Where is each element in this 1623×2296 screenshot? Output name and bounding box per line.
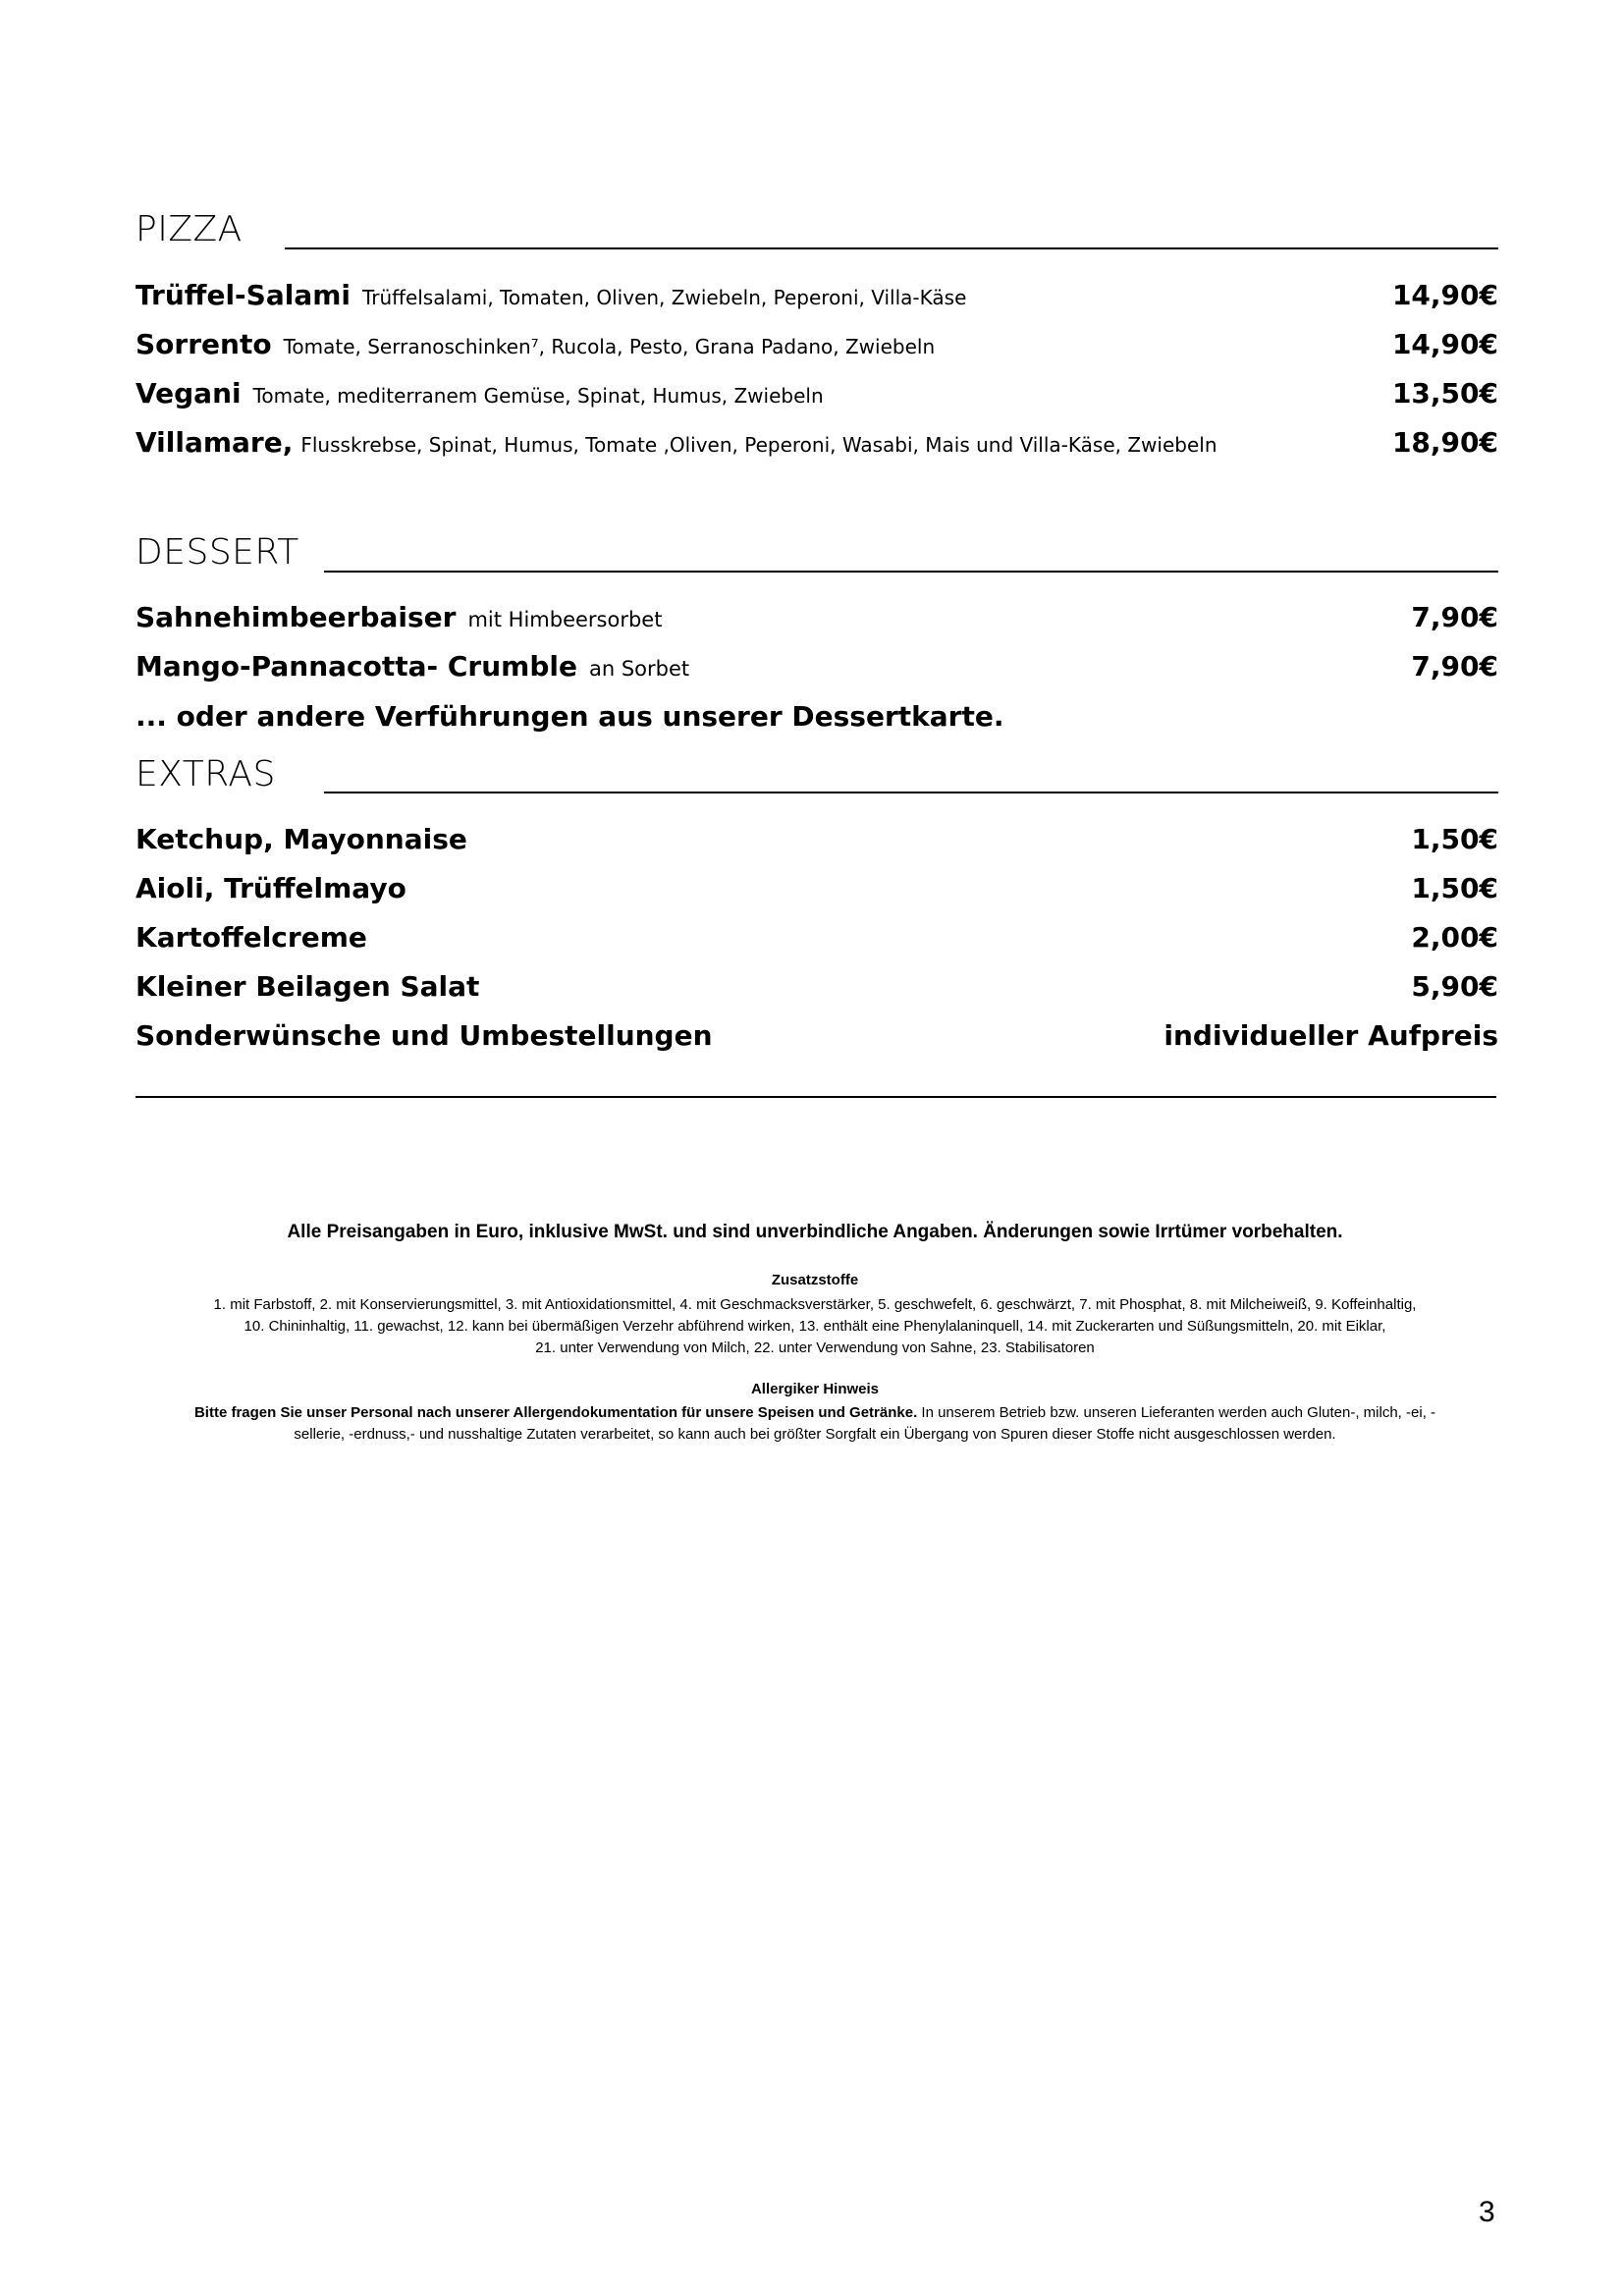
dessert-section-rule <box>324 571 1498 573</box>
allergy-title: Allergiker Hinweis <box>750 1381 880 1397</box>
closing-rule <box>135 1096 1496 1098</box>
extra-item-kartoffelcreme <box>135 921 1498 954</box>
menu-item-mango-pannacotta <box>135 650 1498 683</box>
item-price: 7,90€ <box>1411 601 1498 633</box>
pizza-section-title: PIZZA <box>135 209 243 249</box>
item-price: 7,90€ <box>1411 650 1498 683</box>
item-price: 14,90€ <box>1391 279 1498 311</box>
extras-section-title: EXTRAS <box>135 754 276 794</box>
item-description: Flusskrebse, Spinat, Humus, Tomate ,Oliven, Peperoni, Wasabi, Mais und Villa-Käse, Zwiebeln <box>300 433 1217 457</box>
item-name: Ketchup, Mayonnaise <box>135 823 467 855</box>
item-price: 18,90€ <box>1391 426 1498 459</box>
extra-item-sonderwuensche <box>135 1019 1498 1052</box>
item-name: Aioli, Trüffelmayo <box>135 872 406 904</box>
allergy-text: In unserem Betrieb bzw. unseren Lieferanten werden auch Gluten-, milch, -ei, - <box>917 1404 1436 1421</box>
extra-item-aioli <box>135 872 1498 904</box>
allergy-notice <box>118 1402 1512 1446</box>
item-price: 14,90€ <box>1391 328 1498 360</box>
price-disclaimer: Alle Preisangaben in Euro, inklusive MwSt. und sind unverbindliche Angaben. Änderungen sowie Irrtümer vorbehalten. <box>287 1222 1343 1242</box>
additives-title: Zusatzstoffe <box>771 1272 859 1288</box>
item-description: an Sorbet <box>588 657 690 681</box>
item-name: Villamare, <box>135 426 294 459</box>
item-description: Tomate, mediterranem Gemüse, Spinat, Humus, Zwiebeln <box>252 384 824 408</box>
additives-line: 21. unter Verwendung von Milch, 22. unter Verwendung von Sahne, 23. Stabilisatoren <box>535 1339 1095 1356</box>
item-price: 1,50€ <box>1411 823 1498 855</box>
item-price: individueller Aufpreis <box>1163 1019 1498 1052</box>
pizza-section-header <box>135 209 243 249</box>
allergy-bold-text: Bitte fragen Sie unser Personal nach unserer Allergendokumentation für unsere Speisen und Getränke. <box>193 1404 918 1421</box>
additives-list <box>118 1294 1512 1359</box>
item-price: 5,90€ <box>1411 970 1498 1003</box>
menu-item-vegani <box>135 377 1498 410</box>
dessert-section-title: DESSERT <box>135 532 299 573</box>
extras-section-header <box>135 754 276 794</box>
item-price: 1,50€ <box>1411 872 1498 904</box>
extras-section-rule <box>324 792 1498 793</box>
item-name: Sahnehimbeerbaiser <box>135 601 457 633</box>
allergy-line <box>118 1402 1512 1424</box>
pizza-section-rule <box>285 247 1498 249</box>
menu-item-sorrento <box>135 328 1498 360</box>
additives-line: 1. mit Farbstoff, 2. mit Konservierungsmittel, 3. mit Antioxidationsmittel, 4. mit Geschmacksverstärker, 5. geschwefelt, 6. geschwärzt, 7. mit Phosphat, 8. mit Milcheiweiß, 9. Koffeinhaltig, <box>213 1296 1417 1313</box>
menu-item-villamare <box>135 426 1498 459</box>
allergy-line: sellerie, -erdnuss,- und nusshaltige Zutaten verarbeitet, so kann auch bei größter Sorgfalt ein Übergang von Spuren dieser Stoffe nicht ausgeschlossen werden. <box>294 1426 1336 1443</box>
item-name: Sorrento <box>135 328 272 360</box>
menu-item-sahnehimbeerbaiser <box>135 601 1498 633</box>
extra-item-ketchup <box>135 823 1498 855</box>
page-number: 3 <box>1479 2196 1495 2228</box>
item-price: 13,50€ <box>1391 377 1498 410</box>
extra-item-beilagen-salat <box>135 970 1498 1003</box>
item-name: Kleiner Beilagen Salat <box>135 970 480 1003</box>
item-description: Tomate, Serranoschinken⁷, Rucola, Pesto, Grana Padano, Zwiebeln <box>283 335 936 358</box>
item-name: Mango-Pannacotta- Crumble <box>135 650 577 683</box>
item-name: Sonderwünsche und Umbestellungen <box>135 1019 713 1052</box>
menu-item-truffel-salami <box>135 279 1498 311</box>
item-description: mit Himbeersorbet <box>467 608 663 631</box>
item-name: Vegani <box>135 377 242 410</box>
item-name: Trüffel-Salami <box>135 279 351 311</box>
item-price: 2,00€ <box>1411 921 1498 954</box>
dessert-section-header <box>135 532 299 573</box>
item-description: Trüffelsalami, Tomaten, Oliven, Zwiebeln, Peperoni, Villa-Käse <box>361 286 967 309</box>
additives-line: 10. Chininhaltig, 11. gewachst, 12. kann bei übermäßigen Verzehr abführend wirken, 13. enthält eine Phenylalaninquell, 14. mit Zuckerarten und Süßungsmitteln, 20. mit Eiklar, <box>243 1318 1386 1335</box>
item-name: Kartoffelcreme <box>135 921 367 954</box>
dessert-more-note <box>135 700 1498 733</box>
dessert-more-text: ... oder andere Verführungen aus unserer Dessertkarte. <box>135 700 1004 733</box>
